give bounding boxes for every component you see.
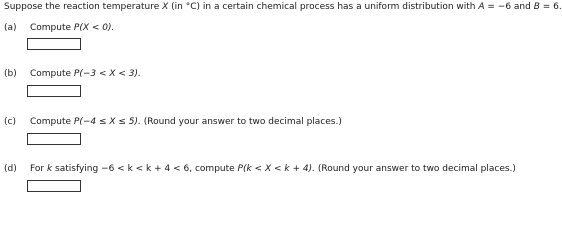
part-d-condition: satisfying −6 < k < k + 4 < 6, compute (52, 164, 238, 174)
part-b-label: (b) (4, 69, 17, 79)
part-a-answer-input[interactable] (27, 38, 81, 50)
part-a-expression: P(X < 0). (73, 23, 115, 33)
part-d-question (4, 163, 516, 175)
intro-text: Suppose the reaction temperature (4, 2, 163, 12)
intro-text-2: (in °C) in a certain chemical process has a uniform distribution with (168, 2, 479, 12)
variable-k: k (46, 164, 53, 174)
intro-b-value: = 6. (539, 2, 562, 12)
variable-a: A (478, 2, 485, 12)
part-a-label: (a) (4, 23, 17, 33)
part-d-expression: P(k < X < k + 4). (237, 164, 315, 174)
part-c-question (4, 116, 342, 128)
problem-statement (4, 1, 562, 13)
part-b-prefix: Compute (30, 69, 74, 79)
part-b-question (4, 68, 141, 80)
intro-a-value: = −6 and (484, 2, 534, 12)
part-d-label: (d) (4, 164, 17, 174)
part-c-answer-input[interactable] (27, 133, 81, 145)
variable-x: X (162, 2, 169, 12)
part-a-prefix: Compute (30, 23, 74, 33)
part-c-rounding-note: (Round your answer to two decimal places.) (140, 117, 342, 127)
part-a-question (4, 22, 114, 34)
part-d-prefix: For (30, 164, 47, 174)
variable-b: B (533, 2, 540, 12)
part-c-label: (c) (4, 117, 16, 127)
part-b-answer-input[interactable] (27, 85, 81, 97)
part-c-prefix: Compute (30, 117, 74, 127)
part-c-expression: P(−4 ≤ X ≤ 5). (73, 117, 141, 127)
part-d-rounding-note: (Round your answer to two decimal places.) (314, 164, 516, 174)
part-d-answer-input[interactable] (27, 180, 81, 192)
part-b-expression: P(−3 < X < 3). (73, 69, 141, 79)
